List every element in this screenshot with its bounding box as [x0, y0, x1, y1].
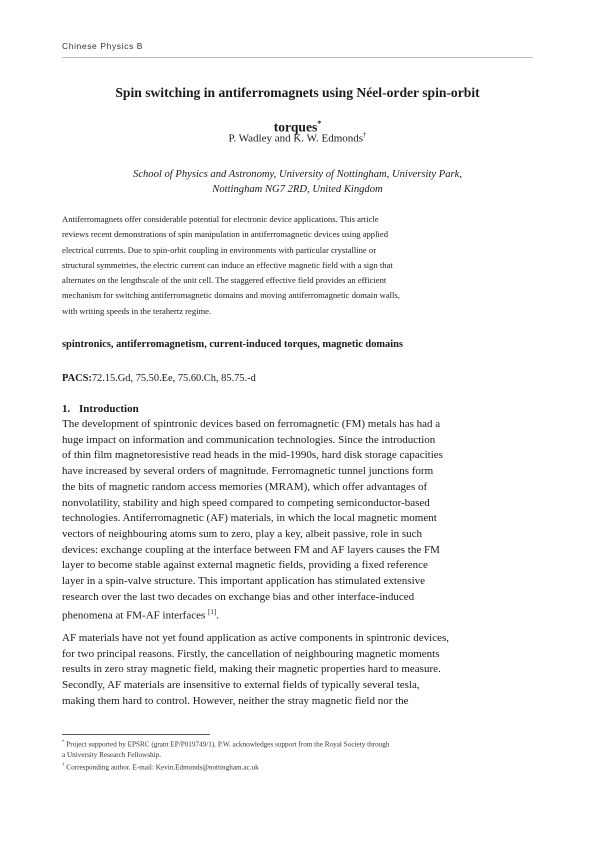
paragraph-line: the bits of magnetic random access memories (MRAM), which offer advantages of	[62, 480, 428, 493]
paragraph-line: layer in a spin-valve structure. This important application has stimulated extensive	[62, 575, 426, 588]
footnote-text: Project supported by EPSRC (grant EP/P019749/1). P.W. acknowledges support from the Royal Society through	[66, 740, 390, 749]
paragraph-line: huge impact on information and communication technologies. Since the introduction	[62, 433, 436, 446]
affiliation-line-2: Nottingham NG7 2RD, United Kingdom	[212, 184, 383, 195]
paragraph-line: devices: exchange coupling at the interface between FM and AF layers causes the FM	[62, 543, 440, 556]
title-line-2-text: torques	[273, 119, 318, 135]
abstract-line: alternates on the lengthscale of the unit cell. The staggered effective field provides an efficient	[62, 275, 387, 286]
section-number: 1.	[62, 403, 71, 415]
footnote-funding-cont: a University Research Fellowship.	[62, 750, 162, 759]
paragraph-line: nonvolatility, stability and high speed compared to competing semiconductor-based	[62, 496, 430, 509]
paragraph-line: have increased by several orders of magnitude. Ferromagnetic tunnel junctions form	[62, 465, 434, 478]
abstract	[62, 212, 533, 319]
paragraph-line: layer to become stable against external magnetic fields, providing a fixed reference	[62, 559, 428, 572]
section-title: Introduction	[79, 403, 139, 415]
paragraph-line: of thin film magnetoresistive read heads in the mid-1990s, hard disk storage capacities	[62, 449, 443, 462]
paragraph-line: research over the last two decades on exchange bias and other interface-induced	[62, 590, 415, 603]
paragraph-line: Secondly, AF materials are insensitive to external fields of typically several tesla,	[62, 679, 420, 692]
paragraph-line: The development of spintronic devices based on ferromagnetic (FM) metals has had a	[62, 418, 441, 430]
footnote-mark: *	[62, 740, 65, 745]
footnote-text: Corresponding author. E-mail: Kevin.Edmonds@nottingham.ac.uk	[66, 762, 259, 771]
author-footnote-mark: †	[363, 131, 367, 139]
paragraph-line: technologies. Antiferromagnetic (AF) materials, in which the local magnetic moment	[62, 512, 437, 525]
keywords: spintronics, antiferromagnetism, current-induced torques, magnetic domains	[62, 339, 403, 350]
paragraph-line: making them hard to control. However, neither the stray magnetic field nor the	[62, 694, 409, 707]
paragraph-line: AF materials have not yet found application as active components in spintronic devices,	[62, 632, 450, 644]
header-rule	[62, 57, 533, 58]
paragraph-end: .	[216, 610, 219, 623]
paragraph-line: vectors of neighbouring atoms sum to zero, play a key, albeit passive, role in such	[62, 527, 423, 540]
footnote-mark: †	[62, 762, 65, 768]
author-names: P. Wadley and K. W. Edmonds	[228, 132, 364, 145]
pacs-label: PACS:	[62, 373, 92, 384]
abstract-line: reviews recent demonstrations of spin manipulation in antiferromagnetic devices using applied	[62, 229, 388, 240]
intro-paragraph-1	[62, 417, 533, 625]
abstract-line: structural symmetries, the electric current can induce an effective magnetic field with a sign that	[62, 259, 393, 270]
affiliation	[70, 167, 525, 197]
title-footnote-mark: *	[317, 119, 322, 128]
paragraph-line: for two principal reasons. Firstly, the cancellation of neighbouring magnetic moments	[62, 647, 440, 660]
abstract-line: electrical currents. Due to spin-orbit coupling in environments with particular crystalline or	[62, 244, 377, 255]
citation-ref[interactable]: [1]	[208, 608, 217, 617]
intro-paragraph-2	[62, 631, 533, 710]
paragraph-text: phenomena at FM-AF interfaces	[62, 610, 206, 623]
pacs-codes	[62, 373, 533, 384]
paragraph-line-last	[62, 605, 533, 624]
author-list	[62, 131, 533, 145]
paragraph-line: results in zero stray magnetic field, making their magnetic properties hard to measure.	[62, 663, 441, 676]
footnote-rule	[62, 734, 210, 735]
footnote-funding	[62, 738, 533, 750]
abstract-line: mechanism for switching antiferromagnetic domains and moving antiferromagnetic domain walls,	[62, 290, 400, 301]
journal-name: Chinese Physics B	[62, 41, 144, 51]
abstract-line: Antiferromagnets offer considerable potential for electronic device applications. This article	[62, 214, 379, 224]
footnotes	[62, 738, 533, 773]
footnote-corresponding	[62, 761, 533, 773]
pacs-values: 72.15.Gd, 75.50.Ee, 75.60.Ch, 85.75.-d	[91, 373, 256, 384]
abstract-line: with writing speeds in the terahertz regime.	[62, 305, 212, 316]
affiliation-line-1: School of Physics and Astronomy, University of Nottingham, University Park,	[133, 169, 462, 180]
title-line-1: Spin switching in antiferromagnets using Néel-order spin-orbit	[115, 85, 480, 100]
section-heading-introduction	[62, 403, 139, 415]
